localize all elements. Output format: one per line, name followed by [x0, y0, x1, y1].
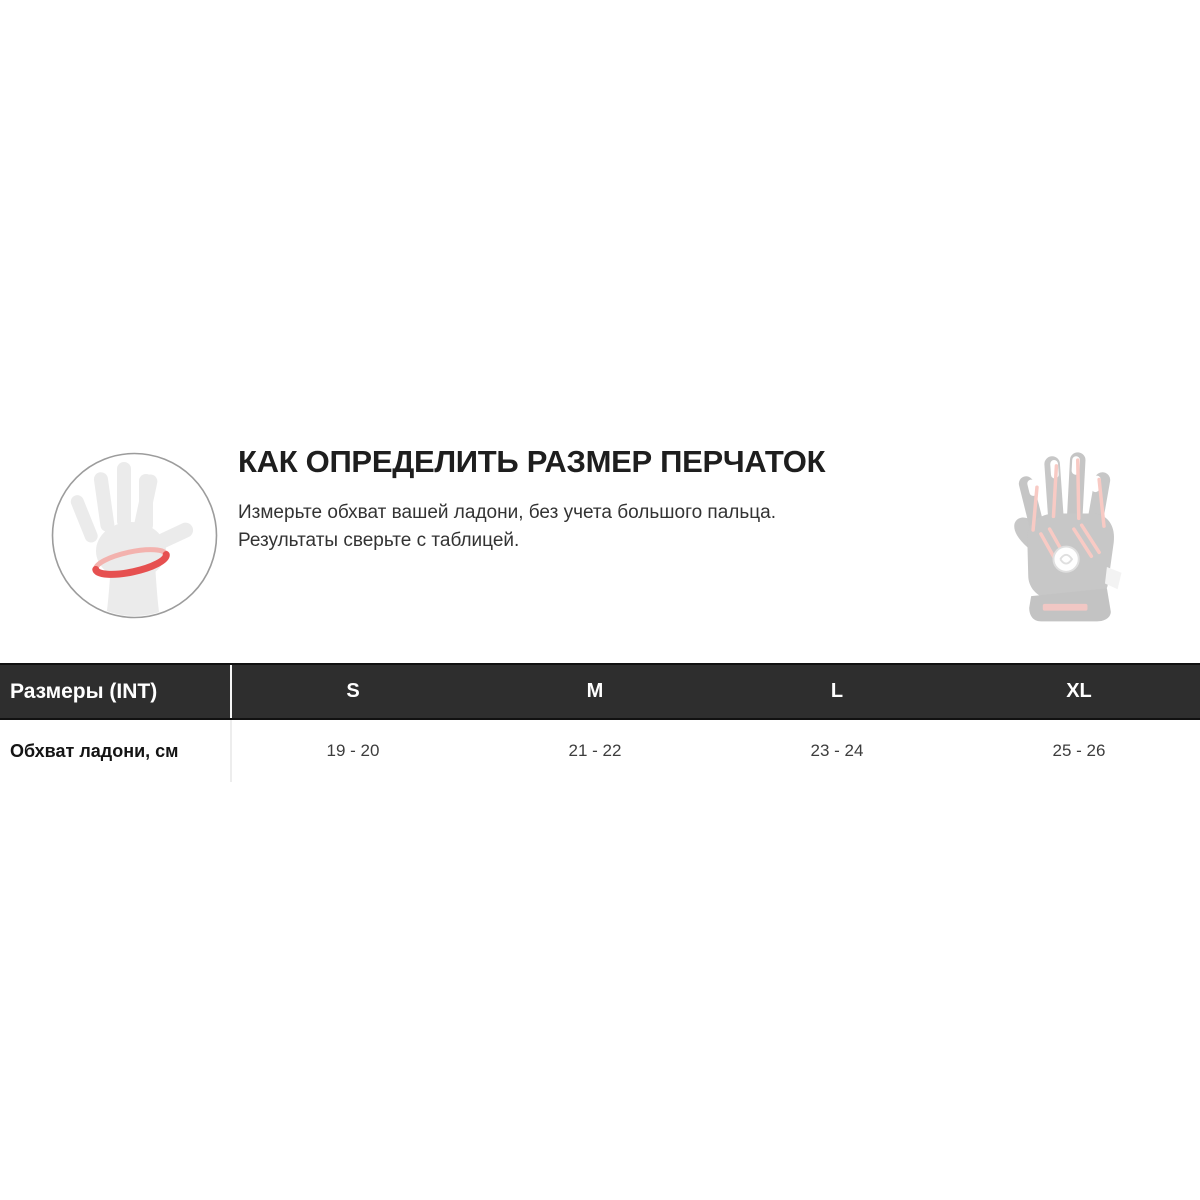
size-table-header-row — [0, 663, 1200, 720]
glove-icon — [1002, 438, 1138, 624]
hand-measure-illustration — [51, 452, 218, 619]
guide-text-block — [238, 444, 918, 555]
hand-measure-icon — [51, 452, 218, 619]
guide-description — [238, 499, 918, 555]
size-column-header-xl: XL — [1066, 680, 1092, 702]
size-table-header-label: Размеры (INT) — [0, 665, 232, 718]
size-column-header-s: S — [346, 680, 360, 702]
guide-description-line-2: Результаты сверьте с таблицей. — [238, 530, 520, 551]
size-table — [0, 663, 1200, 782]
page-title: КАК ОПРЕДЕЛИТЬ РАЗМЕР ПЕРЧАТОК — [238, 444, 826, 479]
palm-girth-value-xl: 25 - 26 — [1052, 741, 1106, 760]
guide-description-line-1: Измерьте обхват вашей ладони, без учета большого пальца. — [238, 502, 776, 523]
palm-girth-value-s: 19 - 20 — [326, 741, 380, 760]
size-column-header-l: L — [830, 680, 844, 702]
glove-product-image — [1002, 438, 1138, 624]
size-column-header-m: M — [586, 680, 604, 702]
palm-girth-value-m: 21 - 22 — [568, 741, 622, 760]
palm-girth-value-l: 23 - 24 — [810, 741, 864, 760]
size-table-row-palm-girth — [0, 720, 1200, 782]
row-label: Обхват ладони, см — [0, 720, 232, 782]
